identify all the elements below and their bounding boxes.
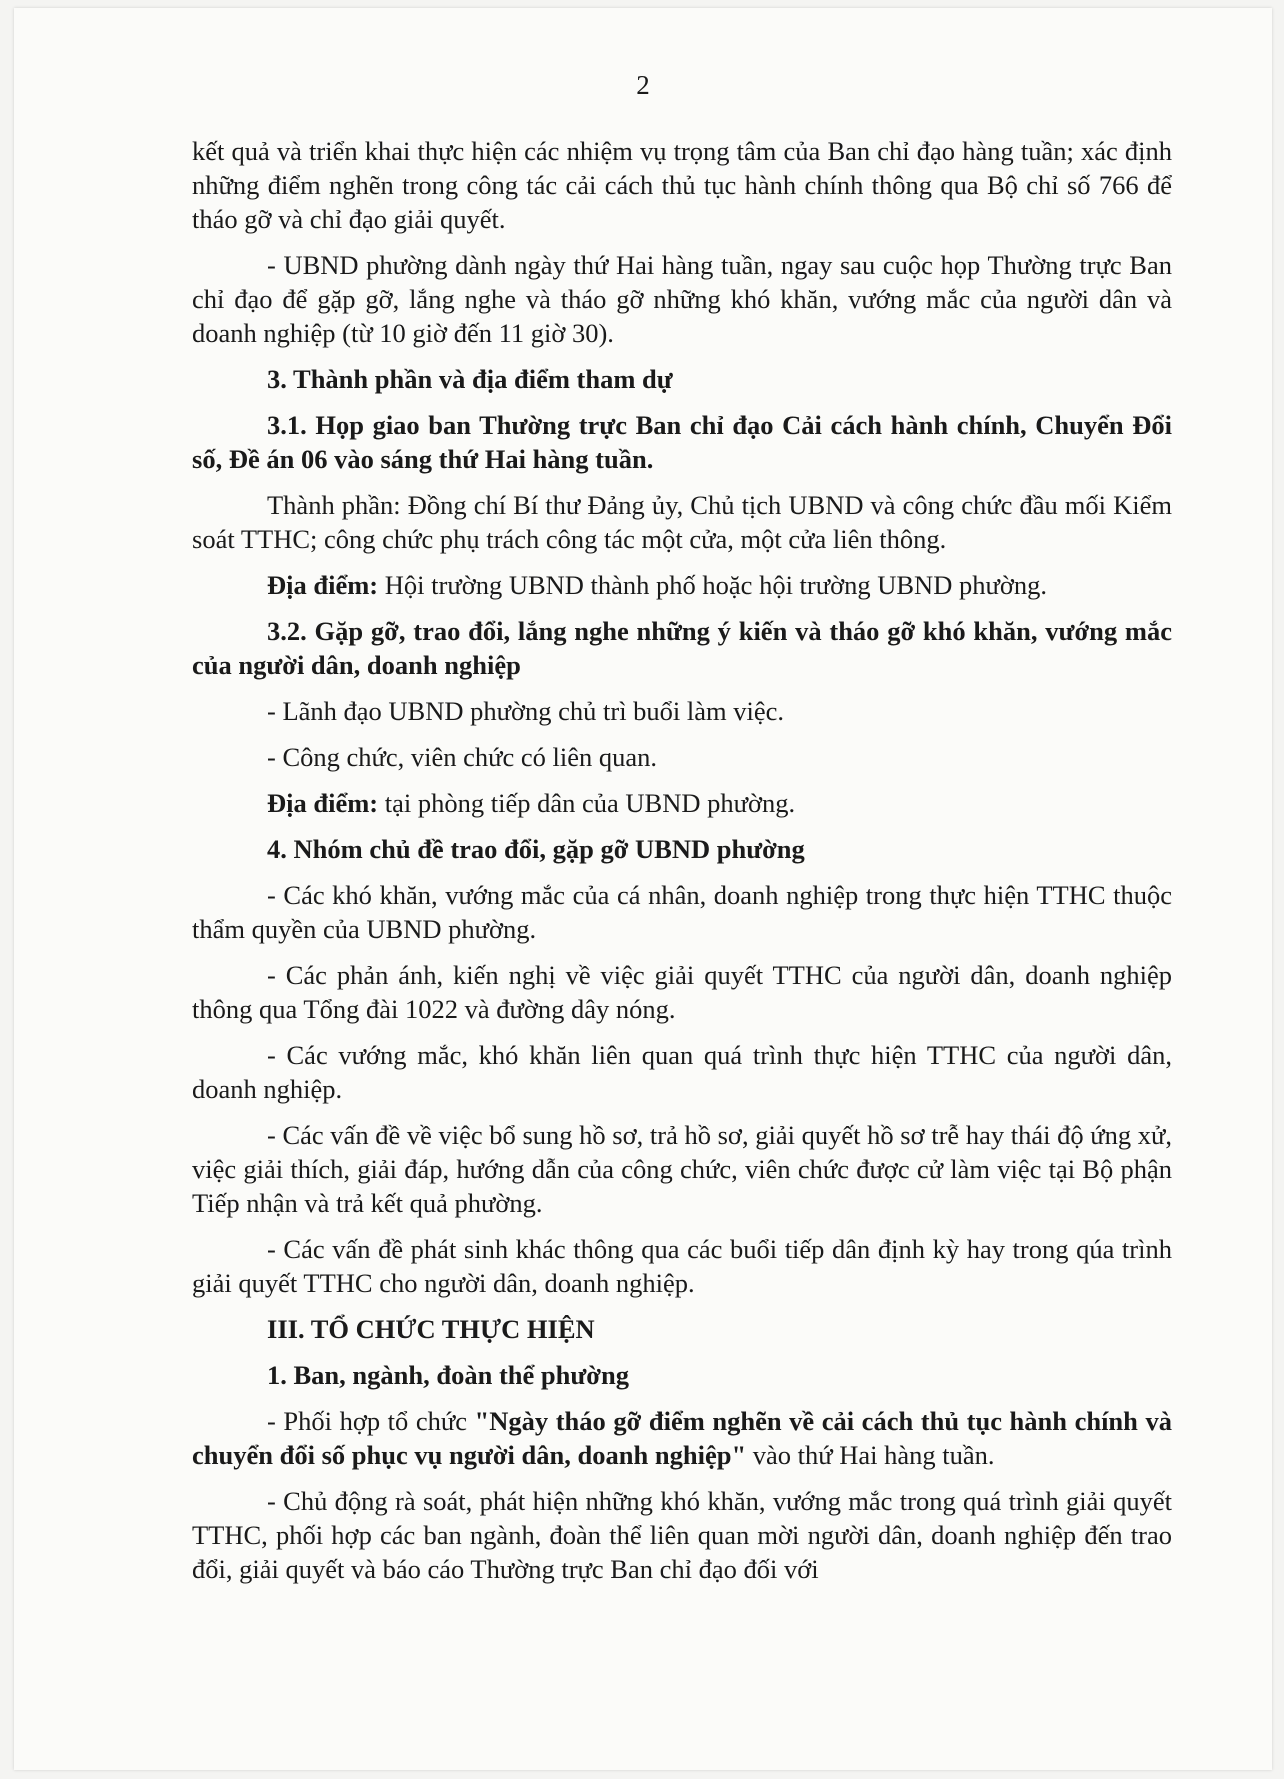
coordination-prefix: - Phối hợp tổ chức: [267, 1406, 475, 1436]
paragraph-review: - Chủ động rà soát, phát hiện những khó khăn, vướng mắc trong quá trình giải quyết TTHC, phối hợp các ban ngành, đoàn thể liên quan mời người dân, doanh nghiệp đến trao đổi, giải quyết và báo cáo Thường trực Ban chỉ đạo đối với: [192, 1486, 1172, 1584]
coordination-suffix: vào thứ Hai hàng tuần.: [746, 1440, 995, 1470]
location-text: Hội trường UBND thành phố hoặc hội trường UBND phường.: [378, 570, 1047, 600]
list-item-leadership: - Lãnh đạo UBND phường chủ trì buổi làm việc.: [267, 696, 785, 726]
heading-section-3-2: 3.2. Gặp gỡ, trao đổi, lắng nghe những ý kiến và tháo gỡ khó khăn, vướng mắc của người dân, doanh nghiệp: [192, 616, 1172, 680]
page-number: 2: [636, 70, 650, 100]
heading-section-3-1: 3.1. Họp giao ban Thường trực Ban chỉ đạo Cải cách hành chính, Chuyển Đổi số, Đề án 06 vào sáng thứ Hai hàng tuần.: [192, 410, 1172, 474]
list-item-feedback: - Các phản ánh, kiến nghị về việc giải quyết TTHC của người dân, doanh nghiệp thông qua Tổng đài 1022 và đường dây nóng.: [192, 960, 1172, 1024]
location-text: tại phòng tiếp dân của UBND phường.: [378, 788, 796, 818]
heading-section-iii: III. TỔ CHỨC THỰC HIỆN: [267, 1314, 595, 1344]
list-item-records: - Các vấn đề về việc bổ sung hồ sơ, trả hồ sơ, giải quyết hồ sơ trễ hay thái độ ứng xử, việc giải thích, giải đáp, hướng dẫn của công chức, viên chức được cử làm việc tại Bộ phận Tiếp nhận và trả kết quả phường.: [192, 1120, 1172, 1218]
location-label: Địa điểm:: [267, 570, 379, 600]
location-label: Địa điểm:: [267, 788, 379, 818]
list-item-difficulties: - Các khó khăn, vướng mắc của cá nhân, doanh nghiệp trong thực hiện TTHC thuộc thẩm quyền của UBND phường.: [192, 880, 1172, 944]
paragraph-coordination: [192, 1404, 1172, 1472]
list-item-other-issues: - Các vấn đề phát sinh khác thông qua các buổi tiếp dân định kỳ hay trong qúa trình giải quyết TTHC cho người dân, doanh nghiệp.: [192, 1234, 1172, 1298]
list-item-officials: - Công chức, viên chức có liên quan.: [267, 742, 658, 772]
paragraph-location-2: [192, 786, 1172, 820]
paragraph-continued: kết quả và triển khai thực hiện các nhiệm vụ trọng tâm của Ban chỉ đạo hàng tuần; xác định những điểm nghẽn trong công tác cải cách thủ tục hành chính thông qua Bộ chỉ số 766 để tháo gỡ và chỉ đạo giải quyết.: [192, 136, 1172, 234]
paragraph-composition: Thành phần: Đồng chí Bí thư Đảng ủy, Chủ tịch UBND và công chức đầu mối Kiểm soát TTHC; công chức phụ trách công tác một cửa, một cửa liên thông.: [192, 490, 1172, 554]
heading-section-3: 3. Thành phần và địa điểm tham dự: [267, 364, 673, 394]
paragraph-ubnd-monday: - UBND phường dành ngày thứ Hai hàng tuần, ngay sau cuộc họp Thường trực Ban chỉ đạo để gặp gỡ, lắng nghe và tháo gỡ những khó khăn, vướng mắc của người dân và doanh nghiệp (từ 10 giờ đến 11 giờ 30).: [192, 250, 1172, 348]
document-body: [192, 134, 1172, 1586]
paragraph-location-1: [192, 568, 1172, 602]
heading-section-iii-1: 1. Ban, ngành, đoàn thể phường: [267, 1360, 629, 1390]
heading-section-4: 4. Nhóm chủ đề trao đổi, gặp gỡ UBND phường: [267, 834, 805, 864]
coordination-emphasis: "Ngày tháo gỡ điểm nghẽn về cải cách thủ tục hành chính và chuyển đổi số phục vụ người dân, doanh nghiệp": [192, 1406, 1172, 1470]
document-page: [14, 8, 1272, 1770]
list-item-obstacles: - Các vướng mắc, khó khăn liên quan quá trình thực hiện TTHC của người dân, doanh nghiệp.: [192, 1040, 1172, 1104]
